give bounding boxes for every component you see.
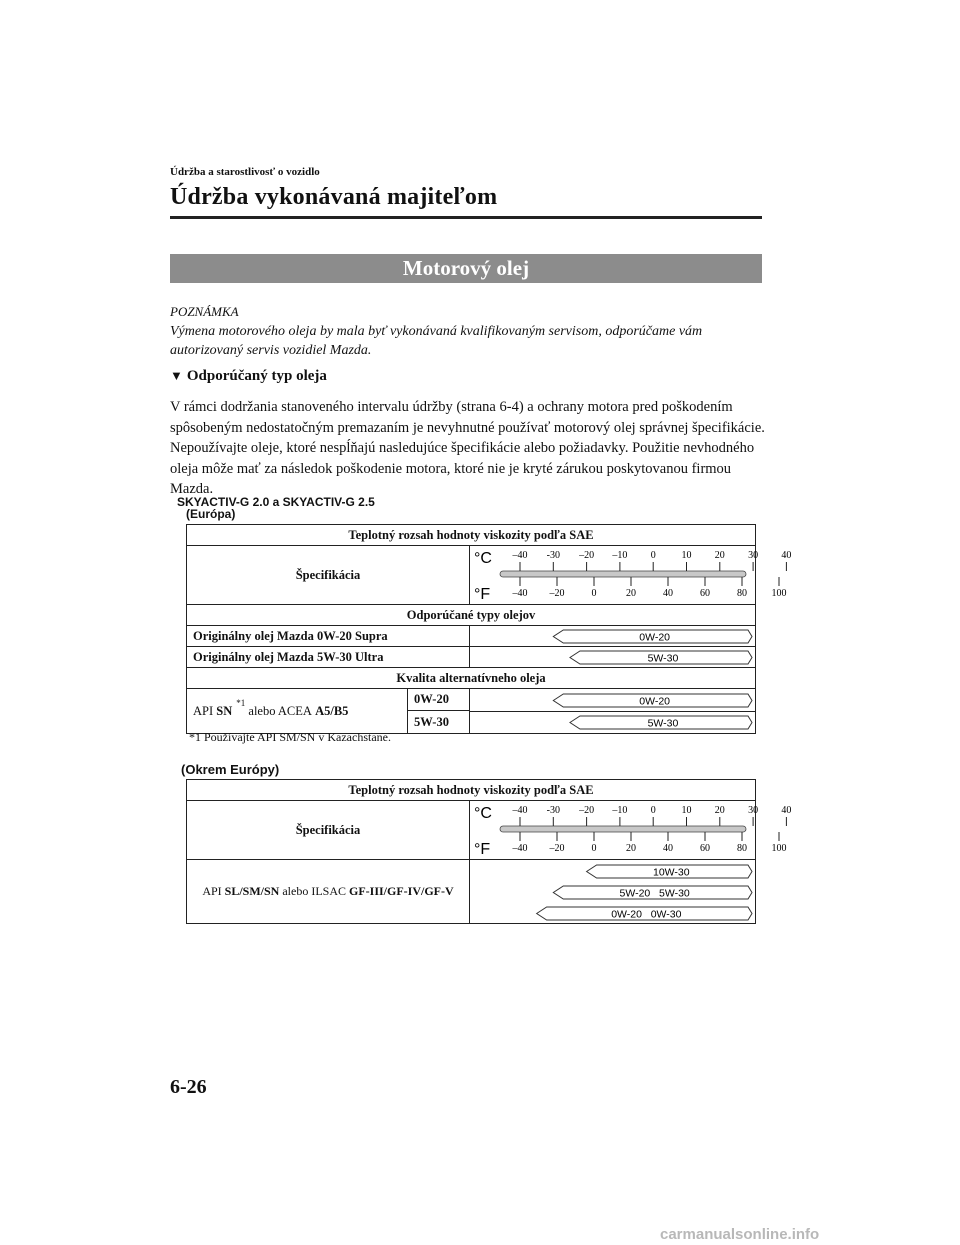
celsius-tick-label: 10 — [681, 805, 692, 816]
region-label-europe: (Európa) — [186, 507, 236, 521]
api-grade: SN — [216, 703, 233, 718]
fahrenheit-tick-label: 80 — [737, 588, 747, 599]
celsius-tick-label: 20 — [714, 805, 725, 816]
header-rule — [170, 216, 762, 219]
api-text: API — [193, 703, 214, 718]
celsius-tick-label: –10 — [612, 805, 628, 816]
region-label-non-europe: (Okrem Európy) — [181, 762, 280, 777]
oil-range-bar — [470, 902, 756, 923]
fahrenheit-tick-label: –40 — [512, 588, 528, 599]
note-text: Výmena motorového oleja by mala byť vykonávaná kvalifikovaným servisom, odporúčame vám autorizovaný servis vozidiel Mazda. — [170, 324, 703, 358]
table-row — [187, 525, 756, 546]
ilsac-text: alebo ILSAC — [282, 884, 346, 898]
table-row — [187, 546, 756, 605]
celsius-tick-label: –20 — [579, 550, 595, 561]
fahrenheit-unit: °F — [474, 841, 491, 858]
recommended-header: Odporúčané typy olejov — [187, 605, 756, 626]
oil-range-bar — [470, 626, 756, 646]
celsius-tick-label: –40 — [512, 805, 528, 816]
fahrenheit-tick-label: 80 — [737, 843, 747, 854]
table-row — [187, 780, 756, 801]
fahrenheit-tick-label: 20 — [626, 588, 636, 599]
oil-range-bar — [470, 860, 756, 881]
note-label: POZNÁMKA — [170, 304, 239, 319]
acea-text: alebo ACEA — [248, 703, 312, 718]
spec-label: Špecifikácia — [187, 801, 470, 860]
watermark: carmanualsonline.info — [660, 1226, 820, 1243]
page-number: 6-26 — [170, 1076, 207, 1098]
fahrenheit-tick-label: 100 — [771, 588, 787, 599]
oil-range-bar — [470, 690, 756, 710]
alt-spec-cell — [187, 689, 470, 734]
triangle-down-icon: ▼ — [170, 368, 183, 383]
fahrenheit-tick-label: 40 — [663, 588, 673, 599]
table-row — [187, 860, 756, 924]
celsius-tick-label: 30 — [748, 805, 759, 816]
celsius-tick-label: 20 — [714, 550, 725, 561]
range-label: 0W-20 — [639, 695, 671, 708]
celsius-tick-label: 40 — [781, 550, 792, 561]
subheading-text: Odporúčaný typ oleja — [186, 368, 327, 384]
celsius-tick-label: 10 — [681, 550, 692, 561]
range-label: 5W-20 5W-30 — [619, 887, 690, 900]
celsius-tick-label: -30 — [546, 550, 560, 561]
fahrenheit-tick-label: 60 — [700, 843, 710, 854]
range-label: 0W-20 — [639, 631, 671, 644]
body-text: V rámci dodržania stanoveného intervalu údržby (strana 6-4) a ochrany motora pred poškodením spôsobeným nedostatočným premazaním je nevyhnutné používať motorový olej správnej špecifikácie. Nepoužívajte oleje, ktoré nespĺňajú nasledujúce špecifikácie alebo požiadavky. Použitie nevhodného oleja môže mať za následok poškodenie motora, ktoré nie je kryté zárukou poskytovanou firmou Mazda. — [170, 399, 765, 498]
temperature-scale — [470, 801, 792, 859]
running-header: Údržba a starostlivosť o vozidlo — [170, 166, 320, 178]
scale-bar — [500, 826, 746, 832]
subheading — [170, 368, 327, 385]
range-label: 5W-30 — [647, 717, 679, 730]
oil-range-bar — [470, 647, 756, 667]
celsius-tick-label: 0 — [650, 550, 656, 561]
footnote: *1 Používajte API SM/SN v Kazachstane. — [189, 730, 391, 744]
range-label: 10W-30 — [653, 866, 690, 879]
api-text: API — [202, 884, 222, 898]
oil-bar-cell — [470, 647, 756, 668]
oil-bar-cell — [470, 711, 756, 734]
range-label: 0W-20 0W-30 — [611, 908, 682, 921]
celsius-tick-label: –10 — [612, 550, 628, 561]
fahrenheit-unit: °F — [474, 586, 491, 603]
oil-table-non-europe — [186, 779, 792, 924]
oil-bar-cell — [470, 626, 756, 647]
celsius-tick-label: 0 — [650, 805, 656, 816]
scale-bar — [500, 571, 746, 577]
alt-header: Kvalita alternatívneho oleja — [187, 668, 756, 689]
table-row — [187, 605, 756, 626]
table-row — [187, 689, 756, 712]
fahrenheit-tick-label: 60 — [700, 588, 710, 599]
celsius-tick-label: 30 — [748, 550, 759, 561]
section-banner: Motorový olej — [170, 254, 762, 283]
fahrenheit-tick-label: 0 — [591, 843, 597, 854]
celsius-unit: °C — [474, 805, 492, 822]
footnote-ref: *1 — [236, 698, 246, 708]
fahrenheit-tick-label: 20 — [626, 843, 636, 854]
model-label: SKYACTIV-G 2.0 a SKYACTIV-G 2.5 — [177, 495, 375, 509]
celsius-unit: °C — [474, 550, 492, 567]
alt-spec-text — [187, 689, 407, 733]
ilsac-grades: GF-III/GF-IV/GF-V — [349, 884, 454, 898]
celsius-tick-label: –40 — [512, 550, 528, 561]
fahrenheit-tick-label: 40 — [663, 843, 673, 854]
oil-name: Originálny olej Mazda 5W-30 Ultra — [187, 647, 470, 668]
fahrenheit-tick-label: –20 — [549, 588, 565, 599]
fahrenheit-tick-label: 100 — [771, 843, 787, 854]
table-row — [187, 668, 756, 689]
alt-grade-1: 5W-30 — [414, 714, 449, 729]
oil-bars-cell — [470, 860, 756, 924]
celsius-tick-label: -30 — [546, 805, 560, 816]
range-label: 5W-30 — [647, 652, 679, 665]
oil-range-bar — [470, 712, 756, 732]
celsius-tick-label: 40 — [781, 805, 792, 816]
temperature-scale-cell — [470, 546, 792, 605]
oil-name: Originálny olej Mazda 0W-20 Supra — [187, 626, 470, 647]
table-row — [187, 801, 756, 860]
api-grades: SL/SM/SN — [224, 884, 280, 898]
fahrenheit-tick-label: –20 — [549, 843, 565, 854]
table-row — [187, 626, 756, 647]
alt-grade-0: 0W-20 — [408, 689, 469, 711]
chapter-title: Údržba vykonávaná majiteľom — [170, 184, 498, 210]
oil-table-europe — [186, 524, 792, 734]
celsius-tick-label: –20 — [579, 805, 595, 816]
oil-range-bar — [470, 881, 756, 902]
api-ilsac-spec — [187, 860, 470, 924]
fahrenheit-tick-label: 0 — [591, 588, 597, 599]
temperature-scale — [470, 546, 792, 604]
acea-grade: A5/B5 — [315, 703, 349, 718]
fahrenheit-tick-label: –40 — [512, 843, 528, 854]
spec-label: Špecifikácia — [187, 546, 470, 605]
oil-bar-cell — [470, 689, 756, 712]
table-row — [187, 647, 756, 668]
temperature-scale-cell — [470, 801, 792, 860]
table-header: Teplotný rozsah hodnoty viskozity podľa SAE — [187, 780, 756, 801]
table-header: Teplotný rozsah hodnoty viskozity podľa SAE — [187, 525, 756, 546]
